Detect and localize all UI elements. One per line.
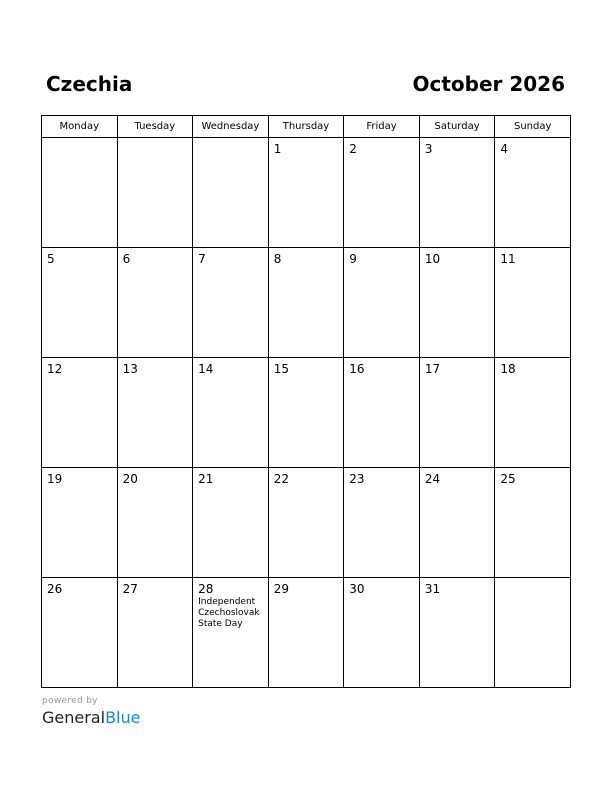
day-number: 24 <box>424 472 441 486</box>
day-cell <box>117 138 193 248</box>
day-number: 1 <box>273 142 282 156</box>
day-number: 14 <box>198 362 214 376</box>
day-number <box>193 138 268 142</box>
day-number: 30 <box>349 582 365 596</box>
weekday-header-friday: Friday <box>344 116 420 138</box>
day-cell <box>419 138 495 248</box>
day-cell <box>495 138 571 248</box>
footer-branding <box>42 696 140 728</box>
day-cell <box>419 358 495 468</box>
day-cell <box>344 358 420 468</box>
day-number: 27 <box>122 582 138 596</box>
day-number: 20 <box>122 472 138 486</box>
day-cell <box>42 138 118 248</box>
day-cell <box>419 468 495 578</box>
day-cell <box>419 578 495 688</box>
day-number: 7 <box>198 252 206 266</box>
day-cell <box>344 468 420 578</box>
day-cell <box>117 468 193 578</box>
day-number <box>495 578 570 582</box>
day-cell <box>344 248 420 358</box>
day-cell <box>117 358 193 468</box>
week-row <box>42 248 571 358</box>
day-cell <box>117 248 193 358</box>
day-cell <box>42 578 118 688</box>
weekday-header-tuesday: Tuesday <box>117 116 193 138</box>
weekday-header-sunday: Sunday <box>495 116 571 138</box>
day-number: 15 <box>273 362 289 376</box>
day-number <box>42 138 117 142</box>
day-number: 9 <box>349 252 357 266</box>
day-number: 25 <box>500 472 516 486</box>
day-number: 18 <box>500 362 516 376</box>
day-cell <box>193 468 269 578</box>
weekday-header-thursday: Thursday <box>268 116 344 138</box>
weekday-header-saturday: Saturday <box>419 116 495 138</box>
day-cell <box>193 358 269 468</box>
day-cell <box>495 358 571 468</box>
week-row <box>42 578 571 688</box>
weekday-header-wednesday: Wednesday <box>193 116 269 138</box>
day-number: 10 <box>424 252 441 266</box>
brand-logo <box>42 708 140 728</box>
day-cell <box>268 468 344 578</box>
day-number: 19 <box>47 472 63 486</box>
day-number: 28 <box>198 582 214 596</box>
brand-name-blue: Blue <box>105 708 141 727</box>
weekday-header-row <box>42 116 571 138</box>
brand-name-general: General <box>42 708 106 727</box>
day-cell <box>344 138 420 248</box>
powered-by-text: powered by <box>42 696 98 706</box>
day-number: 21 <box>198 472 214 486</box>
day-cell <box>495 468 571 578</box>
week-row <box>42 138 571 248</box>
day-cell <box>42 468 118 578</box>
week-row <box>42 468 571 578</box>
day-number: 11 <box>500 252 516 266</box>
weekday-header-monday: Monday <box>42 116 118 138</box>
day-number: 3 <box>424 142 433 156</box>
day-number: 16 <box>349 362 365 376</box>
day-number: 12 <box>47 362 63 376</box>
day-number <box>118 138 193 142</box>
day-number: 26 <box>47 582 63 596</box>
day-cell <box>117 578 193 688</box>
day-number: 5 <box>47 252 55 266</box>
day-cell <box>344 578 420 688</box>
day-number: 22 <box>273 472 289 486</box>
day-cell <box>419 248 495 358</box>
day-cell <box>42 358 118 468</box>
month-year-title: October 2026 <box>412 72 565 96</box>
day-cell <box>268 138 344 248</box>
day-cell <box>495 578 571 688</box>
day-cell <box>495 248 571 358</box>
day-number: 8 <box>273 252 282 266</box>
day-cell <box>268 358 344 468</box>
week-row <box>42 358 571 468</box>
calendar-grid <box>41 115 571 688</box>
country-title: Czechia <box>46 72 133 96</box>
day-cell <box>268 248 344 358</box>
day-number: 31 <box>424 582 441 596</box>
day-number: 13 <box>122 362 138 376</box>
day-number: 29 <box>273 582 289 596</box>
day-cell <box>193 138 269 248</box>
day-number: 4 <box>500 142 509 156</box>
day-number: 2 <box>349 142 357 156</box>
day-cell <box>42 248 118 358</box>
day-cell <box>193 578 269 688</box>
day-number: 17 <box>424 362 441 376</box>
holiday-label: Independent Czechoslovak State Day <box>198 597 260 629</box>
day-cell <box>193 248 269 358</box>
day-number: 6 <box>122 252 131 266</box>
day-number: 23 <box>349 472 365 486</box>
day-cell <box>268 578 344 688</box>
